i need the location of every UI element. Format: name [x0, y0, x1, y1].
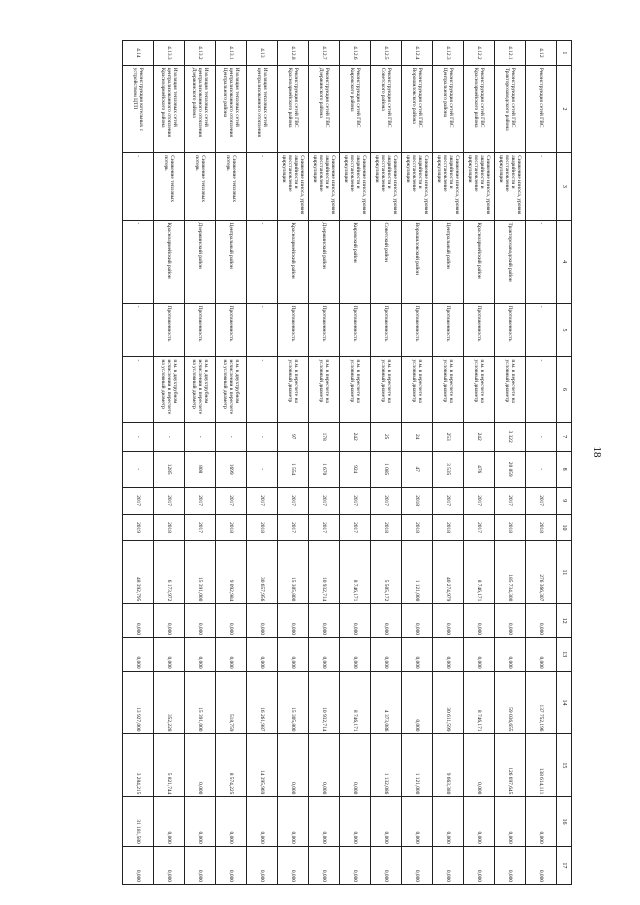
table-cell: Ворошиловский район: [402, 220, 433, 303]
table-cell: 15 391,000: [185, 671, 216, 734]
table-cell: п.м. в пересчете на условный диаметр: [495, 357, 526, 422]
table-cell: 1 121,000: [402, 541, 433, 604]
table-cell: 40 274,979: [433, 541, 464, 604]
table-cell: 4.12.8: [278, 41, 309, 66]
table-cell: Снижение износа, уровня аварийности и восстановление циркуляции: [309, 153, 340, 220]
table-cell: 138 614,111: [526, 734, 557, 797]
table-cell: 0,000: [216, 604, 247, 638]
table-cell: 2017: [154, 487, 185, 514]
table-cell: 2017: [371, 487, 402, 514]
table-cell: 4.13.2: [185, 41, 216, 66]
table-cell: п.м. в двухтрубном исчислении в пересчете на условный диаметр: [185, 357, 216, 422]
table-cell: -: [526, 153, 557, 220]
table-cell: 4.12.7: [309, 41, 340, 66]
table-cell: Изоляция тепловых сетей централизованного отопления Центрального района: [216, 65, 247, 153]
table-cell: 4.12: [526, 41, 557, 66]
table-row: [371, 41, 402, 885]
table-cell: Протяженность: [154, 303, 185, 357]
table-cell: 242: [340, 422, 371, 451]
table-cell: 31 181,580: [123, 797, 154, 846]
table-cell: 0,000: [154, 846, 185, 884]
table-cell: 0,000: [526, 604, 557, 638]
table-cell: 0,000: [185, 846, 216, 884]
table-cell: 2018: [433, 514, 464, 541]
table-cell: Реконструкция сетей ГВС Красноармейского района: [278, 65, 309, 153]
table-cell: 0,000: [402, 846, 433, 884]
table-cell: Реконструкция сетей ГВС Кировского района: [340, 65, 371, 153]
table-cell: 0,000: [185, 734, 216, 797]
table-row: [433, 41, 464, 885]
table-cell: 0,000: [402, 797, 433, 846]
table-cell: 0,000: [433, 797, 464, 846]
table-cell: Реконструкция сетей ГВС Дзержинского района: [309, 65, 340, 153]
header-cell: 15: [557, 734, 572, 797]
table-cell: 0,000: [278, 604, 309, 638]
table-cell: Реконструкция сетей ГВС Ворошиловского района: [402, 65, 433, 153]
table-cell: Снижение тепловых потерь: [154, 153, 185, 220]
table-cell: Протяженность: [464, 303, 495, 357]
table-cell: 253: [433, 422, 464, 451]
table-cell: Снижение износа, уровня аварийности и восстановление циркуляции: [278, 153, 309, 220]
table-cell: Изоляция тепловых сетей централизованного отопления: [247, 65, 278, 153]
table-cell: Красноармейский район: [278, 220, 309, 303]
table-cell: Кировский район: [340, 220, 371, 303]
table-cell: 15 305,800: [278, 541, 309, 604]
table-cell: 0,000: [154, 604, 185, 638]
table-body: [123, 41, 572, 885]
table-cell: 0,000: [309, 797, 340, 846]
table-cell: Реконструкция сетей ГВС Красноармейского района: [464, 65, 495, 153]
table-cell: 47: [402, 451, 433, 487]
table-cell: 4.12.4: [402, 41, 433, 66]
table-cell: 10 932,714: [309, 541, 340, 604]
rotated-table-wrapper: [62, 40, 572, 885]
table-cell: 3 284,215: [123, 734, 154, 797]
data-table: [122, 40, 572, 885]
table-cell: 2017: [278, 514, 309, 541]
table-cell: 2018: [402, 514, 433, 541]
table-cell: 48 392,795: [123, 541, 154, 604]
header-cell: 4: [557, 220, 572, 303]
header-cell: 2: [557, 65, 572, 153]
table-cell: 0,000: [340, 637, 371, 671]
table-cell: 0,000: [216, 797, 247, 846]
table-cell: 0,000: [185, 604, 216, 638]
table-cell: 14 395,969: [247, 734, 278, 797]
table-cell: 0,000: [495, 604, 526, 638]
table-cell: 2018: [526, 514, 557, 541]
table-cell: 2017: [123, 487, 154, 514]
table-cell: Протяженность: [495, 303, 526, 357]
table-row: [309, 41, 340, 885]
header-cell: 11: [557, 541, 572, 604]
table-cell: 352,228: [154, 671, 185, 734]
header-cell: 17: [557, 846, 572, 884]
table-cell: 3 322: [495, 422, 526, 451]
table-cell: 0,000: [340, 846, 371, 884]
table-cell: Дзержинский район: [185, 220, 216, 303]
table-cell: п.м. в пересчете на условный диаметр: [371, 357, 402, 422]
table-cell: Снижение износа, уровня аварийности и восстановление циркуляции: [495, 153, 526, 220]
table-cell: -: [123, 422, 154, 451]
table-cell: 242: [464, 422, 495, 451]
table-cell: 0,000: [371, 604, 402, 638]
table-cell: Протяженность: [340, 303, 371, 357]
table-cell: 0,000: [340, 734, 371, 797]
table-cell: 2018: [216, 514, 247, 541]
header-cell: 13: [557, 637, 572, 671]
table-cell: 0,000: [464, 637, 495, 671]
table-cell: Красноармейский район: [154, 220, 185, 303]
table-cell: 1 085: [371, 451, 402, 487]
table-cell: 15 391,000: [185, 541, 216, 604]
table-row: [154, 41, 185, 885]
table-cell: 0,000: [185, 797, 216, 846]
table-cell: 4.13: [247, 41, 278, 66]
table-cell: 59 036,655: [495, 671, 526, 734]
table-cell: 2017: [309, 514, 340, 541]
table-cell: Реконструкция сетей ГВС: [526, 65, 557, 153]
table-cell: 2017: [216, 487, 247, 514]
table-cell: 0,000: [247, 846, 278, 884]
table-cell: 2017: [464, 514, 495, 541]
header-cell: 3: [557, 153, 572, 220]
header-cell: 6: [557, 357, 572, 422]
table-cell: 0,000: [402, 671, 433, 734]
table-cell: 0,000: [216, 637, 247, 671]
table-cell: 0,000: [247, 604, 278, 638]
table-cell: Красноармейский район: [464, 220, 495, 303]
table-cell: 8 746,171: [464, 671, 495, 734]
table-cell: п.м. в пересчете на условный диаметр: [340, 357, 371, 422]
table-cell: 0,000: [433, 604, 464, 638]
table-cell: Центральный район: [216, 220, 247, 303]
table-cell: Тракторозаводский район: [495, 220, 526, 303]
table-cell: 0,000: [216, 846, 247, 884]
table-cell: 16 261,987: [247, 671, 278, 734]
table-cell: 0,000: [495, 637, 526, 671]
table-cell: -: [123, 153, 154, 220]
table-cell: 0,000: [495, 797, 526, 846]
table-cell: 25: [371, 422, 402, 451]
table-cell: 0,000: [278, 637, 309, 671]
header-cell: 1: [557, 41, 572, 66]
table-cell: 518,759: [216, 671, 247, 734]
table-cell: 126 697,645: [495, 734, 526, 797]
table-cell: 0,000: [433, 846, 464, 884]
table-cell: 24: [402, 422, 433, 451]
header-row: [557, 41, 572, 885]
table-cell: -: [247, 153, 278, 220]
table-cell: 0,000: [340, 797, 371, 846]
table-cell: Протяженность: [185, 303, 216, 357]
table-cell: 0,000: [433, 637, 464, 671]
table-cell: 9 663,380: [433, 734, 464, 797]
table-cell: 10 932,714: [309, 671, 340, 734]
table-cell: Протяженность: [371, 303, 402, 357]
table-cell: 476: [464, 451, 495, 487]
table-cell: -: [526, 303, 557, 357]
table-cell: 0,000: [526, 637, 557, 671]
table-cell: 6 173,972: [154, 541, 185, 604]
table-cell: 0,000: [526, 846, 557, 884]
table-cell: 0,000: [464, 797, 495, 846]
table-cell: 3 535: [433, 451, 464, 487]
table-cell: Советский район: [371, 220, 402, 303]
table-cell: 0,000: [278, 797, 309, 846]
table-cell: 0,000: [371, 846, 402, 884]
table-cell: 2017: [340, 514, 371, 541]
table-cell: Снижение износа, уровня аварийности и восстановление циркуляции: [340, 153, 371, 220]
table-cell: 8 746,171: [340, 671, 371, 734]
table-cell: 20 859: [495, 451, 526, 487]
table-cell: п.м. в двухтрубном исчислении в пересчете на условный диаметр: [216, 357, 247, 422]
table-cell: Реконструкция котельных с устройством ЦТП: [123, 65, 154, 153]
table-cell: 0,000: [402, 604, 433, 638]
table-cell: 2017: [185, 487, 216, 514]
table-cell: 2019: [123, 514, 154, 541]
table-row: [495, 41, 526, 885]
table-cell: 0,000: [464, 846, 495, 884]
table-cell: Протяженность: [216, 303, 247, 357]
header-cell: 8: [557, 451, 572, 487]
table-cell: 4.12.1: [495, 41, 526, 66]
table-cell: 924: [340, 451, 371, 487]
table-cell: п.м. в пересчете на условный диаметр: [433, 357, 464, 422]
table-cell: 30 657,956: [247, 541, 278, 604]
table-row: [123, 41, 154, 885]
table-cell: 4.12.2: [464, 41, 495, 66]
table-row: [402, 41, 433, 885]
table-cell: 0,000: [154, 797, 185, 846]
table-cell: -: [247, 303, 278, 357]
table-cell: 8 746,171: [464, 541, 495, 604]
table-cell: 0,000: [247, 637, 278, 671]
table-cell: -: [123, 451, 154, 487]
table-cell: 9 092,984: [216, 541, 247, 604]
table-cell: 0,000: [278, 734, 309, 797]
table-row: [185, 41, 216, 885]
table-cell: 0,000: [464, 734, 495, 797]
table-cell: -: [526, 451, 557, 487]
table-cell: 5 821,744: [154, 734, 185, 797]
table-cell: п.м. в пересчете на условный диаметр: [402, 357, 433, 422]
table-cell: -: [247, 422, 278, 451]
table-cell: -: [123, 357, 154, 422]
table-cell: 0,000: [371, 797, 402, 846]
table-cell: 0,000: [154, 637, 185, 671]
table-cell: п.м. в двухтрубном исчислении в пересчете на условный диаметр: [154, 357, 185, 422]
header-cell: 9: [557, 487, 572, 514]
table-cell: -: [123, 220, 154, 303]
header-cell: 12: [557, 604, 572, 638]
table-cell: 1699: [216, 451, 247, 487]
table-cell: 0,000: [309, 846, 340, 884]
table-row: [464, 41, 495, 885]
table-cell: 137 752,196: [526, 671, 557, 734]
table-cell: 4.13.3: [154, 41, 185, 66]
table-cell: 2018: [495, 514, 526, 541]
table-row: [526, 41, 557, 885]
table-cell: -: [247, 357, 278, 422]
table-cell: -: [123, 303, 154, 357]
table-cell: -: [185, 422, 216, 451]
table-cell: 15 305,800: [278, 671, 309, 734]
table-cell: 2017: [526, 487, 557, 514]
table-cell: 8 574,225: [216, 734, 247, 797]
table-cell: 8 746,171: [340, 541, 371, 604]
table-cell: 0,000: [371, 637, 402, 671]
table-cell: 2018: [371, 514, 402, 541]
table-cell: Снижение износа, уровня аварийности и восстановление циркуляции: [464, 153, 495, 220]
page-number: 18: [591, 446, 603, 458]
table-cell: п.м. в пересчете на условный диаметр: [464, 357, 495, 422]
table-cell: 276 366,307: [526, 541, 557, 604]
table-cell: 0,000: [278, 846, 309, 884]
table-cell: 0,000: [309, 604, 340, 638]
table-cell: 1 132,086: [371, 734, 402, 797]
table-cell: 2017: [433, 487, 464, 514]
table-cell: 4.12.3: [433, 41, 464, 66]
table-cell: Снижение износа, уровня аварийности и восстановление циркуляции: [433, 153, 464, 220]
table-cell: -: [526, 220, 557, 303]
table-cell: Снижение износа, уровня аварийности и восстановление циркуляции: [371, 153, 402, 220]
table-cell: Изоляция тепловых сетей централизованного отопления Красноармейского района: [154, 65, 185, 153]
table-cell: п.м. в пересчете на условный диаметр: [278, 357, 309, 422]
table-cell: 0,000: [247, 797, 278, 846]
table-cell: Центральный район: [433, 220, 464, 303]
table-cell: 0,000: [464, 604, 495, 638]
table-cell: 5 505,172: [371, 541, 402, 604]
table-cell: 808: [185, 451, 216, 487]
table-cell: 178: [309, 422, 340, 451]
table-cell: 0,000: [402, 637, 433, 671]
table-cell: 0,000: [309, 734, 340, 797]
table-cell: 1 670: [309, 451, 340, 487]
header-cell: 16: [557, 797, 572, 846]
table-cell: п.м. в пересчете на условный диаметр: [309, 357, 340, 422]
table-cell: 0,000: [309, 637, 340, 671]
table-cell: -: [247, 220, 278, 303]
table-cell: 0,000: [123, 637, 154, 671]
table-cell: 1 121,000: [402, 734, 433, 797]
table-cell: Реконструкция сетей ГВС Советского района: [371, 65, 402, 153]
table-cell: 2017: [309, 487, 340, 514]
table-cell: -: [216, 422, 247, 451]
table-cell: 0,000: [123, 604, 154, 638]
table-cell: 0,000: [185, 637, 216, 671]
table-row: [216, 41, 247, 885]
table-cell: 2017: [464, 487, 495, 514]
table-cell: Реконструкция сетей ГВС Центрального района: [433, 65, 464, 153]
table-cell: 1285: [154, 451, 185, 487]
table-cell: 13 927,000: [123, 671, 154, 734]
table-cell: 4 373,086: [371, 671, 402, 734]
table-cell: Снижение тепловых потерь: [185, 153, 216, 220]
table-cell: 2017: [340, 487, 371, 514]
table-cell: Дзержинский район: [309, 220, 340, 303]
table-cell: -: [154, 422, 185, 451]
table-cell: 2018: [154, 514, 185, 541]
table-cell: 185 734,300: [495, 541, 526, 604]
header-cell: 5: [557, 303, 572, 357]
header-cell: 10: [557, 514, 572, 541]
table-cell: 0,000: [526, 797, 557, 846]
table-cell: Снижение износа, уровня аварийности и восстановление циркуляции: [402, 153, 433, 220]
table-cell: 1 554: [278, 451, 309, 487]
table-cell: 30 611,599: [433, 671, 464, 734]
table-cell: Протяженность: [402, 303, 433, 357]
table-row: [340, 41, 371, 885]
table-cell: 4.12.6: [340, 41, 371, 66]
table-cell: Изоляция тепловых сетей централизованного отопления Дзержинского района: [185, 65, 216, 153]
table-cell: 0,000: [340, 604, 371, 638]
table-cell: 2018: [402, 487, 433, 514]
table-cell: 2017: [185, 514, 216, 541]
table-cell: 4.13.1: [216, 41, 247, 66]
table-row: [247, 41, 278, 885]
table-cell: Протяженность: [278, 303, 309, 357]
table-cell: 0,000: [123, 846, 154, 884]
table-cell: 2017: [247, 487, 278, 514]
table-cell: 97: [278, 422, 309, 451]
table-cell: 0,000: [495, 846, 526, 884]
table-cell: Протяженность: [433, 303, 464, 357]
table-cell: Снижение тепловых потерь: [216, 153, 247, 220]
table-row: [278, 41, 309, 885]
table-cell: 4.14: [123, 41, 154, 66]
table-cell: -: [247, 451, 278, 487]
table-cell: 2018: [247, 514, 278, 541]
table-cell: -: [526, 357, 557, 422]
header-cell: 7: [557, 422, 572, 451]
table-cell: Протяженность: [309, 303, 340, 357]
table-cell: 2017: [278, 487, 309, 514]
table-cell: 2017: [495, 487, 526, 514]
table-cell: -: [526, 422, 557, 451]
header-cell: 14: [557, 671, 572, 734]
table-cell: 4.12.5: [371, 41, 402, 66]
table-cell: Реконструкция сетей ГВС Тракторозаводского района: [495, 65, 526, 153]
